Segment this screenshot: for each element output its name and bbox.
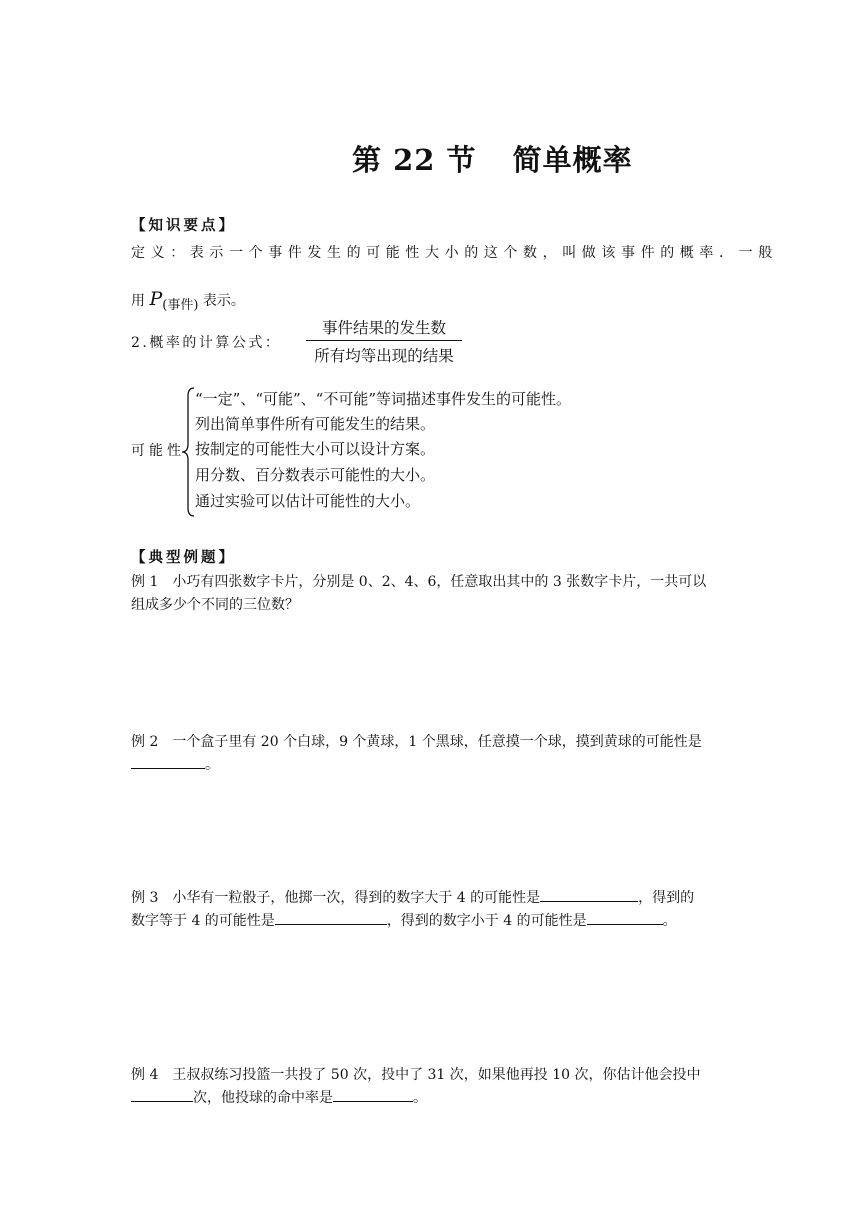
example-1-line-2: 组成多少个不同的三位数？ <box>131 597 299 613</box>
example-4-line-2 <box>131 1087 427 1110</box>
example-1-line-1: 例 1 小巧有四张数字卡片，分别是 0、2、4、6，任意取出其中的 3 张数字卡片，一共可以 <box>131 574 707 590</box>
page-title <box>352 138 633 179</box>
section-topic: 简单概率 <box>512 143 633 177</box>
example-3-text-b: ，得到的 <box>638 890 695 906</box>
definition-prefix: 用 <box>131 293 145 309</box>
example-4-text-a: 次，他投球的命中率是 <box>193 1090 333 1106</box>
example-3-text-d: ，得到的数字小于 4 的可能性是 <box>386 913 587 929</box>
possibility-item: 用分数、百分数表示可能性的大小。 <box>195 466 436 484</box>
definition-line-2 <box>131 288 245 313</box>
example-3-text-a: 例 3 小华有一粒骰子，他掷一次，得到的数字大于 4 的可能性是 <box>131 890 541 906</box>
answer-blank[interactable] <box>131 754 205 769</box>
possibility-item: 通过实验可以估计可能性的大小。 <box>195 492 421 510</box>
example-3-end: 。 <box>662 913 677 929</box>
probability-symbol: P <box>149 288 163 310</box>
examples-heading: 【典型例题】 <box>131 549 236 566</box>
possibility-label: 可能性 <box>131 443 185 459</box>
formula-label: 2.概率的计算公式： <box>131 335 282 351</box>
formula-numerator: 事件结果的发生数 <box>306 316 462 341</box>
example-3-text-c: 数字等于 4 的可能性是 <box>131 913 275 929</box>
example-4-line-1: 例 4 王叔叔练习投篮一共投了 50 次，投中了 31 次，如果他再投 10 次，你估计他会投中 <box>131 1067 701 1083</box>
example-2-line-1: 例 2 一个盒子里有 20 个白球，9 个黄球，1 个黑球，任意摸一个球，摸到黄球的可能性是 <box>131 734 702 750</box>
knowledge-heading: 【知识要点】 <box>131 217 236 234</box>
probability-subscript: (事件) <box>162 298 199 313</box>
formula-denominator: 所有均等出现的结果 <box>314 347 454 365</box>
possibility-item: 列出简单事件所有可能发生的结果。 <box>195 415 436 433</box>
answer-blank[interactable] <box>587 910 663 925</box>
answer-blank[interactable] <box>540 887 638 902</box>
answer-blank[interactable] <box>275 910 387 925</box>
left-brace-icon <box>180 386 196 518</box>
definition-suffix: 表示。 <box>202 293 245 309</box>
answer-blank[interactable] <box>333 1087 413 1102</box>
example-4-end: 。 <box>413 1090 427 1106</box>
example-2-end: 。 <box>205 757 219 773</box>
example-3-line-2 <box>131 910 677 933</box>
section-number: 第 22 节 <box>352 143 477 177</box>
possibility-item: “一定”、“可能”、“不可能”等词描述事件发生的可能性。 <box>195 390 572 408</box>
definition-line-1: 定义：表示一个事件发生的可能性大小的这个数，叫做该事件的概率．一般 <box>131 245 778 261</box>
formula-fraction <box>306 316 462 366</box>
answer-blank[interactable] <box>131 1087 193 1102</box>
example-3-line-1 <box>131 887 694 910</box>
example-2-line-2 <box>131 754 219 777</box>
possibility-item: 按制定的可能性大小可以设计方案。 <box>195 440 436 458</box>
